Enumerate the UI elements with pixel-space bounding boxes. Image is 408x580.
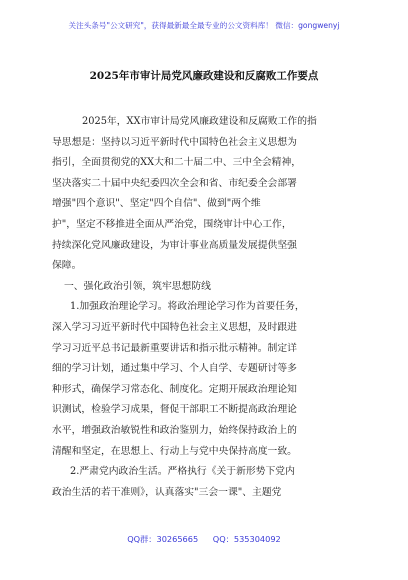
body-line: 2.严肃党内政治生活。严格执行《关于新形势下党内 — [70, 466, 295, 478]
footer-qq: QQ：535304092 — [212, 534, 281, 544]
body-line: 种形式，确保学习常态化、制度化。定期开展政治理论知 — [52, 383, 297, 395]
body-line: 导思想是：坚持以习近平新时代中国特色社会主义思想为 — [52, 136, 297, 148]
body-line: 保障。 — [52, 260, 82, 272]
body-line: 护"，坚定不移推进全面从严治党，围绕审计中心工作， — [52, 218, 292, 230]
body-line: 2025年，XX市审计局党风廉政建设和反腐败工作的指 — [82, 116, 317, 127]
footer-qq-group: QQ群：30265665 — [127, 534, 199, 544]
body-line: 指引，全面贯彻党的XX大和二十届二中、三中全会精神， — [52, 157, 302, 169]
body-line: 学习习近平总书记最新重要讲话和指示批示精神。制定详 — [52, 342, 297, 354]
body-line: 深入学习习近平新时代中国特色社会主义思想，及时跟进 — [52, 321, 297, 333]
top-banner: 关注头条号"公文研究"，获得最新最全最专业的公文资料库！ 微信：gongwenyj — [68, 21, 340, 30]
body-line: 持续深化党风廉政建设，为审计事业高质量发展提供坚强 — [52, 239, 297, 251]
body-line: 坚决落实二十届中央纪委四次全会和省、市纪委全会部署 — [52, 177, 297, 189]
document-title: 2025年市审计局党风廉政建设和反腐败工作要点 — [89, 70, 319, 82]
document-body — [52, 112, 364, 503]
body-line: 政治生活的若干准则》，认真落实"三会一课"、主题党 — [52, 486, 282, 498]
body-line: 增强"四个意识"、坚定"四个自信"、做到"两个维 — [52, 198, 261, 210]
body-line: 清醒和坚定，在思想上、行动上与党中央保持高度一致。 — [52, 445, 297, 457]
body-line: 水平，增强政治敏锐性和政治鉴别力，始终保持政治上的 — [52, 424, 297, 436]
body-line: 识测试，检验学习成果，督促干部职工不断提高政治理论 — [52, 404, 297, 416]
footer-contact — [0, 534, 408, 545]
section-heading: 一、强化政治引领，筑牢思想防线 — [64, 280, 211, 292]
body-line: 细的学习计划，通过集中学习、个人自学、专题研讨等多 — [52, 363, 297, 375]
body-line: 1.加强政治理论学习。将政治理论学习作为首要任务， — [70, 301, 305, 313]
